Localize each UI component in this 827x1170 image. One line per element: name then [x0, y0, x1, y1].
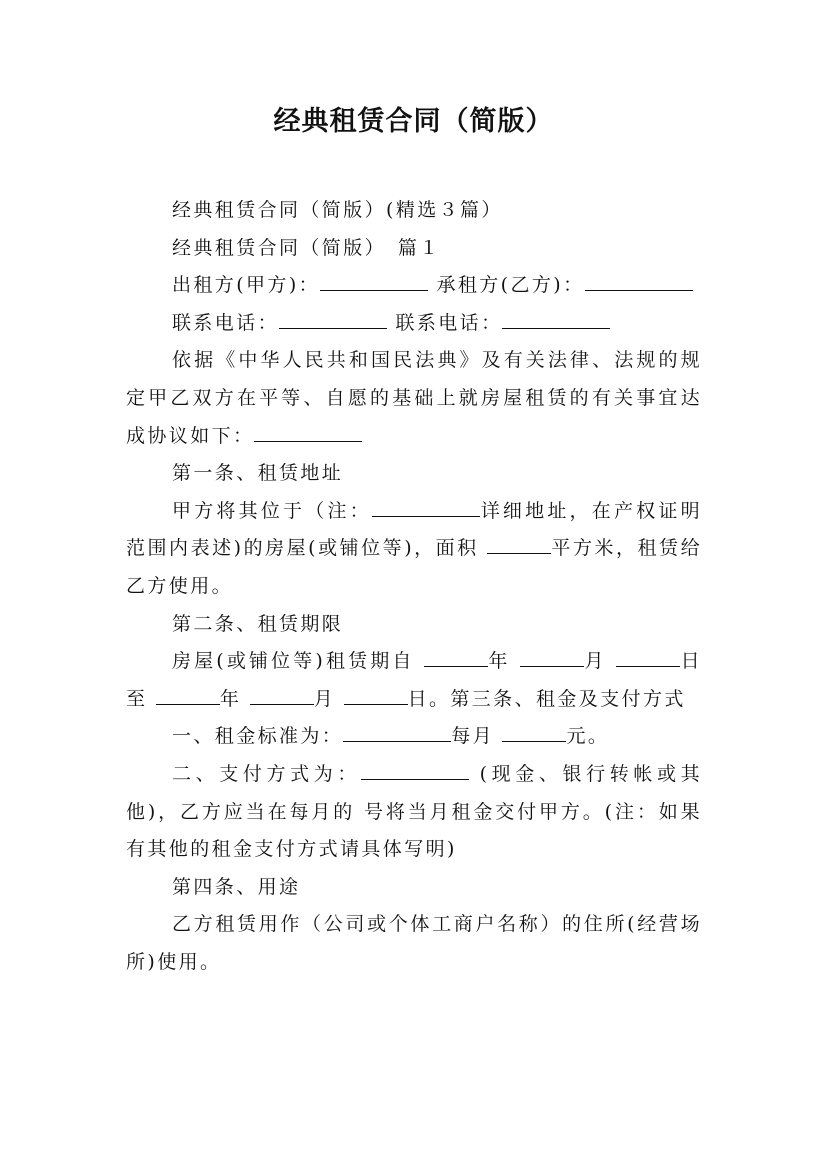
payment-method-paragraph: [126, 756, 702, 869]
article4-heading: 第四条、用途: [172, 875, 301, 898]
payment-method-blank: [361, 761, 469, 780]
end-day-blank: [344, 686, 408, 705]
rent-yuan-blank: [502, 723, 566, 742]
rent-yuan-label: 元。: [566, 725, 610, 748]
article2-text-1: 房屋(或铺位等)租赁期自: [172, 650, 415, 673]
lessee-label: 承租方(乙方)：: [436, 274, 585, 297]
phone-line: [126, 305, 702, 343]
article2-text-2: 日。第三条、租金及支付方式: [407, 687, 686, 710]
article1-text-2: 详细地址，在产权证明范围内表述)的房屋(或铺位等)，面积: [126, 499, 702, 560]
rent-standard-label: 一、租金标准为：: [172, 725, 344, 748]
document-title: 经典租赁合同（简版）: [273, 106, 554, 137]
start-month-blank: [520, 648, 584, 667]
start-year-label: 年: [487, 650, 511, 673]
article1-text-1: 甲方将其位于（注：: [172, 499, 372, 522]
lessor-blank: [320, 272, 428, 291]
article2-heading: 第二条、租赁期限: [172, 612, 344, 635]
phone-label-lessee: 联系电话：: [395, 311, 503, 334]
start-day-to: 日至: [126, 650, 702, 710]
phone-label-lessor: 联系电话：: [172, 311, 280, 334]
rent-standard-line: [126, 718, 702, 756]
document-subtitle: 经典租赁合同（简版）(精选３篇）: [172, 199, 503, 221]
rent-monthly-label: 每月: [451, 725, 495, 748]
article4-paragraph: 乙方租赁用作（公司或个体工商户名称）的住所(经营场所)使用。: [126, 913, 702, 973]
end-month-blank: [250, 686, 314, 705]
article1-heading: 第一条、租赁地址: [172, 462, 344, 485]
payment-method-label: 二、支付方式为：: [172, 762, 361, 785]
article1-text-3: 平方米，租赁给乙方使用。: [126, 537, 702, 597]
intro-paragraph: [126, 342, 702, 455]
parties-line: [126, 267, 702, 305]
end-year-label: 年: [219, 687, 242, 710]
lessee-blank: [585, 272, 693, 291]
rent-amount-blank: [343, 723, 451, 742]
address-blank: [372, 498, 480, 517]
article2-paragraph: [126, 643, 702, 718]
lessor-label: 出租方(甲方)：: [172, 274, 321, 297]
start-day-blank: [616, 648, 680, 667]
document-body: [126, 192, 702, 981]
section-heading: 经典租赁合同（简版） 篇１: [172, 236, 441, 259]
start-year-blank: [424, 648, 488, 667]
phone-blank-lessor: [279, 310, 387, 329]
end-month-label: 月: [313, 687, 336, 710]
intro-blank: [254, 423, 362, 442]
area-blank: [487, 535, 551, 554]
payment-method-text: (现金、银行转帐或其他)，乙方应当在每月的 号将当月租金交付甲方。(注：如果有其他的租金支付方式请具体写明): [126, 762, 702, 861]
phone-blank-lessee: [502, 310, 610, 329]
intro-text: 依据《中华人民共和国民法典》及有关法律、法规的规定甲乙双方在平等、自愿的基础上就房屋租赁的有关事宜达成协议如下：: [126, 349, 702, 447]
article1-paragraph: [126, 493, 702, 606]
start-month-label: 月: [583, 650, 607, 673]
end-year-blank: [156, 686, 220, 705]
